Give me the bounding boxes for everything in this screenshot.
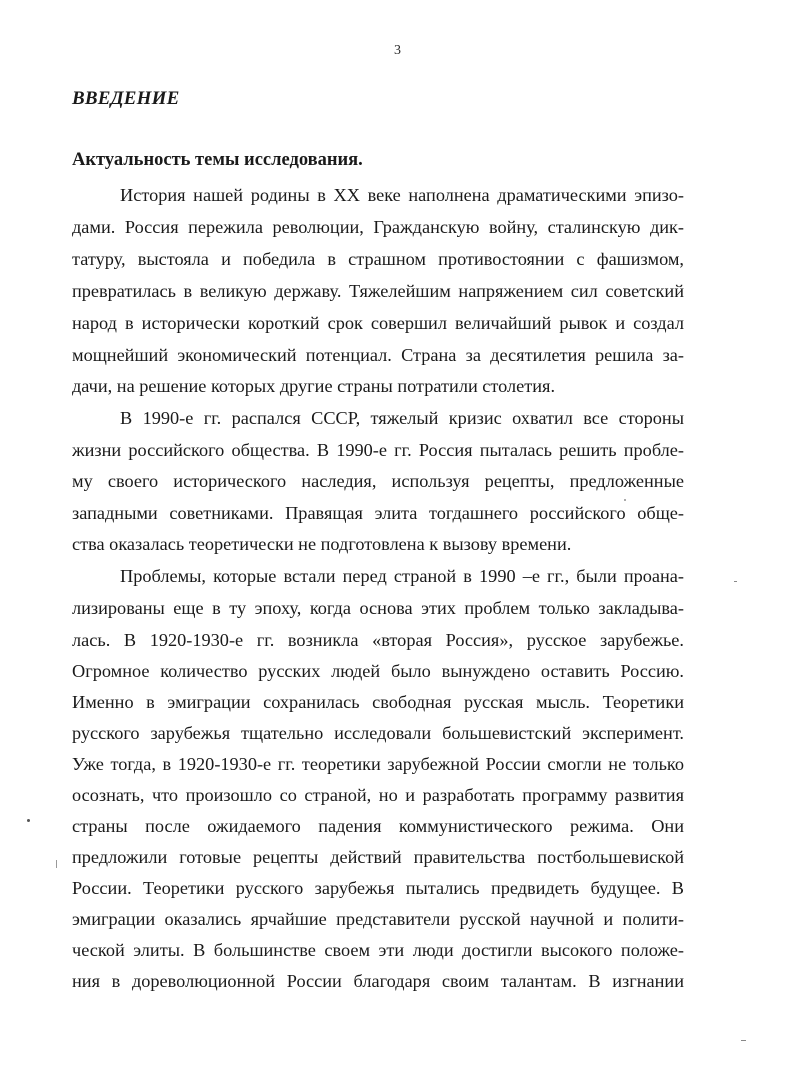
paragraph-1-line-1: История нашей родины в XX веке наполнена драматическими эпизо- [120, 185, 684, 205]
paragraph-2-line-3: му своего исторического наследия, используя рецепты, предложенные [72, 471, 684, 491]
paragraph-3-line-1: Проблемы, которые встали перед страной в 1990 –е гг., были проана- [120, 566, 684, 586]
paragraph-3-line-4: Огромное количество русских людей было вынуждено оставить Россию. [72, 661, 684, 681]
paragraph-3-line-9: страны после ожидаемого падения коммунистического режима. Они [72, 816, 684, 836]
paragraph-3-line-5: Именно в эмиграции сохранилась свободная русская мысль. Теоретики [72, 692, 684, 712]
paragraph-1-line-6: мощнейший экономический потенциал. Страна за десятилетия решила за- [72, 345, 684, 365]
scan-speck [734, 581, 737, 582]
section-title: ВВЕДЕНИЕ [72, 88, 180, 109]
paragraph-3-line-12: эмиграции оказались ярчайшие представители русской научной и полити- [72, 909, 684, 929]
paragraph-2-line-2: жизни российского общества. В 1990-е гг. Россия пыталась решить пробле- [72, 440, 684, 460]
scan-speck [27, 819, 30, 822]
paragraph-1-line-5: народ в исторически короткий срок совершил величайший рывок и создал [72, 313, 684, 333]
paragraph-3-line-13: ческой элиты. В большинстве своем эти люди достигли высокого положе- [72, 940, 684, 960]
scan-speck [741, 1040, 746, 1041]
paragraph-1-line-7: дачи, на решение которых другие страны потратили столетия. [72, 376, 556, 396]
paragraph-3-line-2: лизированы еще в ту эпоху, когда основа этих проблем только закладыва- [72, 598, 684, 618]
paragraph-2-line-4: западными советниками. Правящая элита тогдашнего российского обще- [72, 503, 684, 523]
paragraph-2-line-1: В 1990-е гг. распался СССР, тяжелый кризис охватил все стороны [120, 408, 684, 428]
page-number: 3 [394, 43, 401, 58]
subsection-title: Актуальность темы исследования. [72, 150, 363, 170]
paragraph-3-line-11: России. Теоретики русского зарубежья пытались предвидеть будущее. В [72, 878, 684, 898]
paragraph-3-line-8: осознать, что произошло со страной, но и разработать программу развития [72, 785, 684, 805]
scan-speck [56, 860, 57, 868]
paragraph-3-line-3: лась. В 1920-1930-е гг. возникла «вторая Россия», русское зарубежье. [72, 630, 684, 650]
paragraph-1-line-3: татуру, выстояла и победила в страшном противостоянии с фашизмом, [72, 249, 684, 269]
scan-speck [624, 499, 626, 501]
paragraph-1-line-4: превратилась в великую державу. Тяжелейшим напряжением сил советский [72, 281, 684, 301]
paragraph-3-line-7: Уже тогда, в 1920-1930-е гг. теоретики зарубежной России смогли не только [72, 754, 684, 774]
paragraph-3-line-10: предложили готовые рецепты действий правительства постбольшевиской [72, 847, 684, 867]
paragraph-1-line-2: дами. Россия пережила революции, Гражданскую войну, сталинскую дик- [72, 217, 684, 237]
paragraph-3-line-6: русского зарубежья тщательно исследовали большевистский эксперимент. [72, 723, 684, 743]
paragraph-3-line-14: ния в дореволюционной России благодаря своим талантам. В изгнании [72, 971, 684, 991]
paragraph-2-line-5: ства оказалась теоретически не подготовлена к вызову времени. [72, 534, 572, 554]
